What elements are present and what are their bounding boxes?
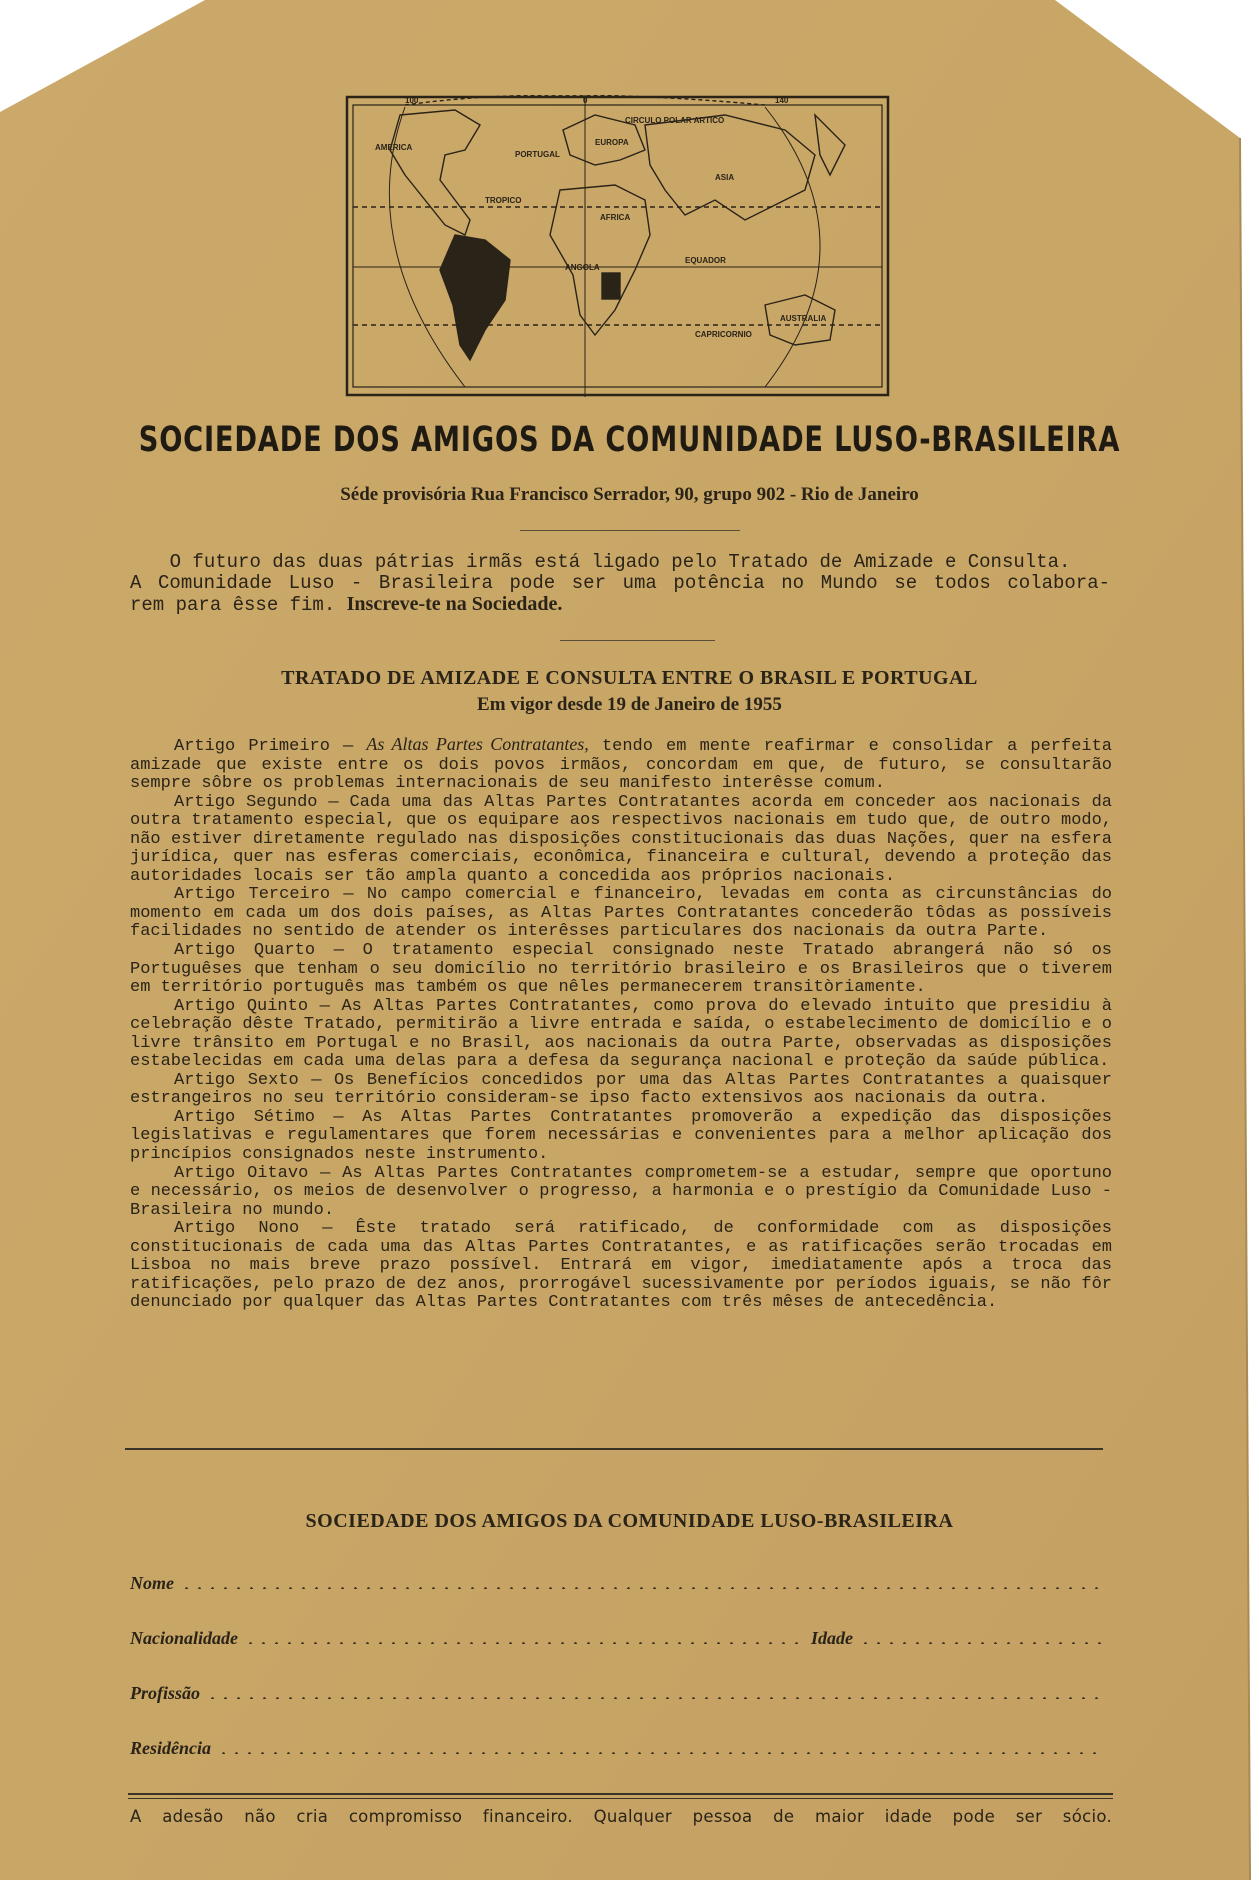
map-scale-label-100: 100: [405, 96, 419, 105]
divider-short-2: [560, 640, 715, 641]
society-address: Séde provisória Rua Francisco Serrador, 90, grupo 902 - Rio de Janeiro: [340, 484, 919, 505]
article-9: Artigo Nono — Êste tratado será ratificado, de conformidade com as disposições constitucionais de cada uma das Altas Partes Contratantes, e as ratificações serão trocadas em Lisboa no mais breve prazo possível. Entrará em vigor, imediatamente após a troca das ratificações, pelo prazo de dez anos, prorrogável sucessivamente por períodos iguais, se não fôr denunciado por qualquer das Altas Partes Contratantes com três mêses de antecedência.: [130, 1219, 1112, 1313]
profissao-field[interactable]: [130, 1678, 1110, 1704]
svg-text:EUROPA: EUROPA: [595, 138, 629, 147]
nome-field[interactable]: [130, 1568, 1110, 1594]
article-7: Artigo Sétimo — As Altas Partes Contratantes promoverão a expedição das disposições legislativas e regulamentares que forem necessárias e convenientes para a melhor aplicação dos princípios consignados neste instrumento.: [130, 1107, 1112, 1165]
idade-dotted-line[interactable]: [859, 1642, 1104, 1644]
residencia-dotted-line[interactable]: [217, 1752, 1104, 1754]
join-call-to-action: Inscreve-te na Sociedade.: [346, 593, 563, 615]
nacionalidade-dotted-line[interactable]: [244, 1642, 805, 1644]
svg-text:140: 140: [775, 96, 789, 105]
svg-text:AFRICA: AFRICA: [600, 213, 631, 222]
divider-short: [520, 530, 740, 531]
profissao-dotted-line[interactable]: [206, 1697, 1104, 1699]
footer-note: A adesão não cria compromisso financeiro. Qualquer pessoa de maior idade pode ser sócio.: [130, 1807, 1112, 1826]
tear-off-line: [125, 1448, 1103, 1450]
treaty-articles: [130, 735, 1112, 1313]
svg-text:AUSTRALIA: AUSTRALIA: [780, 314, 827, 323]
residencia-field[interactable]: [130, 1733, 1110, 1759]
nome-label: Nome: [130, 1573, 174, 1593]
svg-text:0: 0: [583, 96, 588, 105]
intro-line-3: rem para êsse fim. Inscreve-te na Sociedade.: [130, 593, 563, 616]
article-5: Artigo Quinto — As Altas Partes Contratantes, como prova do elevado intuito que presidiu à celebração dêste Tratado, permitirão a livre entrada e saída, o estabelecimento de domicílio e o livre trânsito em Portugal e no Brasil, aos nacionais da outra Parte, observadas as disposições estabelecidas em cada uma delas para a defesa da segurança nacional e proteção da saúde pública.: [130, 996, 1112, 1072]
profissao-label: Profissão: [130, 1683, 201, 1703]
article-8: Artigo Oitavo — As Altas Partes Contratantes comprometem-se a estudar, sempre que oportuno e necessário, os meios de desenvolver o progresso, a harmonia e o prestígio da Comunidade Luso - Brasileira no mundo.: [130, 1163, 1112, 1220]
article-3: Artigo Terceiro — No campo comercial e financeiro, levadas em conta as circunstâncias do momento em cada um dos dois países, as Altas Partes Contratantes concederão tôdas as possíveis facilidades no sentido de atender os interêsses particulares dos nacionais da outra Parte.: [130, 885, 1112, 942]
svg-text:PORTUGAL: PORTUGAL: [515, 150, 560, 159]
world-map: [345, 95, 890, 397]
svg-text:AMERICA: AMERICA: [375, 143, 413, 152]
intro-paragraph: [130, 552, 1110, 616]
nome-dotted-line[interactable]: [180, 1587, 1104, 1589]
article-2: Artigo Segundo — Cada uma das Altas Partes Contratantes acorda em conceder aos nacionais da outra tratamento especial, que os equipare aos respectivos nacionais em tudo que, de outro modo, não estiver diretamente regulado nas disposições constitucionais das duas Nações, quer na esfera jurídica, quer nas esferas comerciais, econômica, financeira e cultural, devendo a proteção das autoridades locais ser tão ampla quanto a concedida aos próprios nacionais.: [130, 792, 1112, 886]
article-4: Artigo Quarto — O tratamento especial consignado neste Tratado abrangerá não só os Portuguêses que tenham o seu domicílio no território brasileiro e os Brasileiros que o tiverem em território português mas também os que nêles permanecerem transitòriamente.: [130, 941, 1112, 998]
treaty-title: TRATADO DE AMIZADE E CONSULTA ENTRE O BRASIL E PORTUGAL: [281, 667, 978, 689]
footer-double-rule-top: [128, 1793, 1113, 1795]
nacionalidade-label: Nacionalidade: [130, 1628, 238, 1648]
article-1: Artigo Primeiro — As Altas Partes Contratantes, tendo em mente reafirmar e consolidar a perfeita amizade que existe entre os dois povos irmãos, concordam em que, de futuro, se consultarão sempre sôbre os problemas internacionais de seu manifesto interêsse comum.: [130, 734, 1113, 794]
svg-text:CAPRICORNIO: CAPRICORNIO: [695, 330, 752, 339]
residencia-label: Residência: [130, 1738, 211, 1758]
svg-text:CIRCULO POLAR ARTICO: CIRCULO POLAR ARTICO: [625, 116, 725, 125]
idade-label: Idade: [811, 1628, 853, 1648]
treaty-subtitle: Em vigor desde 19 de Janeiro de 1955: [477, 694, 782, 715]
intro-line-1: O futuro das duas pátrias irmãs está ligado pelo Tratado de Amizade e Consulta.: [169, 551, 1071, 573]
article-6: Artigo Sexto — Os Benefícios concedidos por uma das Altas Partes Contratantes a quaisquer estrangeiros no seu território consideram-se ipso facto extensivos aos nacionais da outra.: [130, 1070, 1112, 1109]
society-title: SOCIEDADE DOS AMIGOS DA COMUNIDADE LUSO-BRASILEIRA: [138, 420, 1121, 460]
form-title: SOCIEDADE DOS AMIGOS DA COMUNIDADE LUSO-BRASILEIRA: [305, 1510, 954, 1532]
intro-line-2: A Comunidade Luso - Brasileira pode ser uma potência no Mundo se todos colabora-: [130, 572, 1110, 594]
nacionalidade-field[interactable]: [130, 1623, 1110, 1649]
svg-text:ASIA: ASIA: [715, 173, 735, 182]
svg-text:TROPICO: TROPICO: [485, 196, 522, 205]
svg-text:ANGOLA: ANGOLA: [565, 263, 600, 272]
footer-double-rule-bottom: [128, 1798, 1113, 1799]
svg-text:EQUADOR: EQUADOR: [685, 256, 726, 265]
